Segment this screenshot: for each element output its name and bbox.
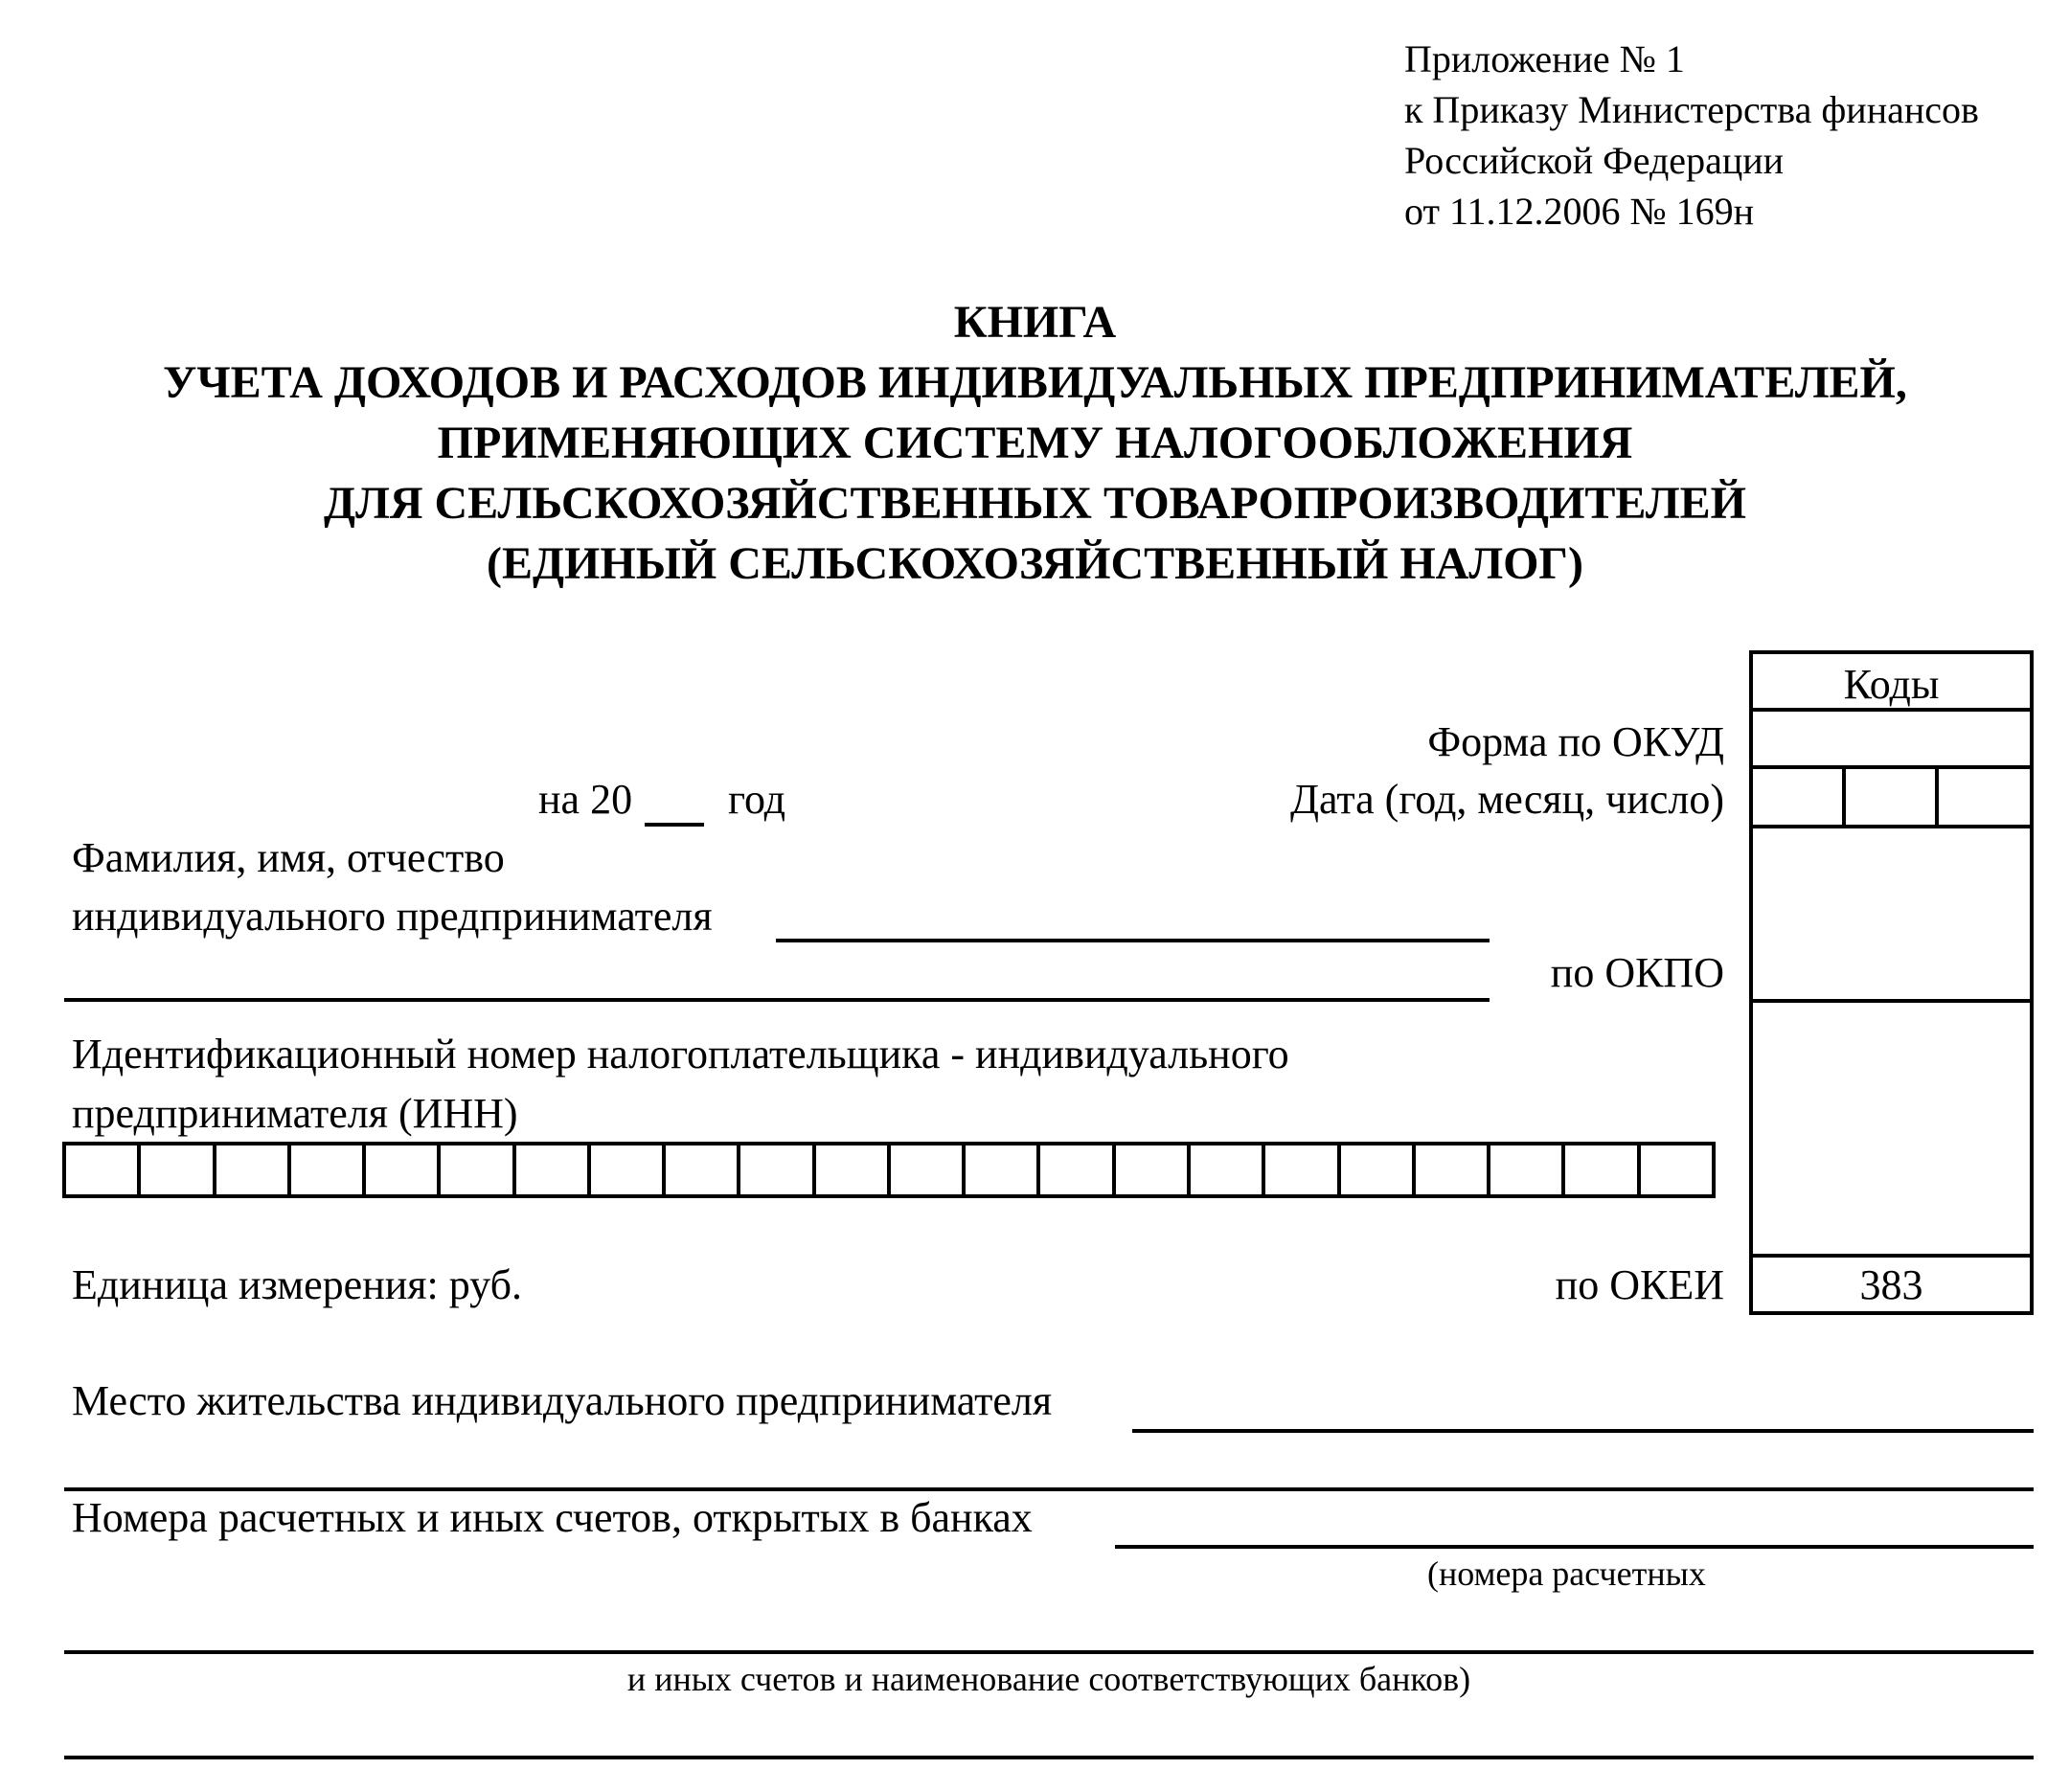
inn-cell[interactable] bbox=[1040, 1146, 1115, 1194]
appendix-line-2: к Приказу Министерства финансов bbox=[1404, 88, 1979, 131]
fio-input-line[interactable] bbox=[776, 939, 1490, 942]
inn-cell[interactable] bbox=[66, 1146, 141, 1194]
accounts-input-line[interactable] bbox=[1115, 1545, 2034, 1549]
title-line-5: (ЕДИНЫЙ СЕЛЬСКОХОЗЯЙСТВЕННЫЙ НАЛОГ) bbox=[487, 538, 1583, 589]
inn-cell[interactable] bbox=[1116, 1146, 1191, 1194]
date-cell-divider bbox=[1842, 765, 1846, 825]
inn-cell[interactable] bbox=[591, 1146, 666, 1194]
okpo-label: по ОКПО bbox=[1550, 949, 1724, 996]
okei-code-value: 383 bbox=[1859, 1261, 1923, 1308]
inn-cell[interactable] bbox=[740, 1146, 815, 1194]
inn-cell[interactable] bbox=[366, 1146, 441, 1194]
inn-label-line-2: предпринимателя (ИНН) bbox=[72, 1090, 518, 1137]
inn-cell[interactable] bbox=[966, 1146, 1040, 1194]
inn-cell[interactable] bbox=[1490, 1146, 1565, 1194]
residence-input-line[interactable] bbox=[1132, 1429, 2034, 1433]
inn-cell[interactable] bbox=[816, 1146, 891, 1194]
title-line-2: УЧЕТА ДОХОДОВ И РАСХОДОВ ИНДИВИДУАЛЬНЫХ ПРЕДПРИНИМАТЕЛЕЙ, bbox=[163, 357, 1907, 408]
inn-cell[interactable] bbox=[891, 1146, 966, 1194]
codes-row-divider bbox=[1749, 999, 2034, 1003]
inn-cell[interactable] bbox=[1416, 1146, 1490, 1194]
inn-cell[interactable] bbox=[1641, 1146, 1712, 1194]
appendix-line-4: от 11.12.2006 № 169н bbox=[1404, 190, 1755, 233]
year-suffix: год bbox=[728, 776, 786, 823]
inn-label-line-1: Идентификационный номер налогоплательщика - индивидуального bbox=[72, 1031, 1289, 1077]
accounts-hint-1: (номера расчетных bbox=[1427, 1554, 1706, 1593]
title-line-1: КНИГА bbox=[953, 297, 1117, 348]
okei-label: по ОКЕИ bbox=[1555, 1261, 1724, 1308]
date-cell-divider bbox=[1935, 765, 1939, 825]
codes-row-divider bbox=[1749, 825, 2034, 828]
inn-cell[interactable] bbox=[1565, 1146, 1640, 1194]
fio-input-line-2[interactable] bbox=[64, 998, 1490, 1002]
inn-cell[interactable] bbox=[141, 1146, 216, 1194]
accounts-input-line-2[interactable] bbox=[64, 1650, 2034, 1654]
inn-cell[interactable] bbox=[441, 1146, 515, 1194]
okud-label: Форма по ОКУД bbox=[1427, 718, 1724, 765]
year-input-line[interactable] bbox=[645, 823, 704, 827]
okud-cell[interactable] bbox=[1749, 708, 2034, 767]
codes-header: Коды bbox=[1843, 661, 1940, 708]
accounts-input-line-3[interactable] bbox=[64, 1756, 2034, 1759]
inn-cell[interactable] bbox=[516, 1146, 591, 1194]
inn-cell[interactable] bbox=[666, 1146, 740, 1194]
year-prefix: на 20 bbox=[538, 776, 633, 823]
title-line-3: ПРИМЕНЯЮЩИХ СИСТЕМУ НАЛОГООБЛОЖЕНИЯ bbox=[437, 418, 1633, 468]
inn-cell[interactable] bbox=[291, 1146, 366, 1194]
appendix-line-1: Приложение № 1 bbox=[1404, 37, 1685, 80]
appendix-line-3: Российской Федерации bbox=[1404, 139, 1785, 182]
residence-label: Место жительства индивидуального предпринимателя bbox=[72, 1377, 1053, 1424]
inn-cells[interactable] bbox=[62, 1142, 1716, 1198]
inn-cell[interactable] bbox=[1191, 1146, 1265, 1194]
unit-label: Единица измерения: руб. bbox=[72, 1261, 522, 1308]
residence-input-line-2[interactable] bbox=[64, 1487, 2034, 1491]
title-line-4: ДЛЯ СЕЛЬСКОХОЗЯЙСТВЕННЫХ ТОВАРОПРОИЗВОДИТЕЛЕЙ bbox=[324, 478, 1746, 529]
fio-label-line-1: Фамилия, имя, отчество bbox=[72, 834, 505, 881]
accounts-hint-2: и иных счетов и наименование соответствующих банков) bbox=[626, 1660, 1471, 1698]
inn-cell[interactable] bbox=[1341, 1146, 1416, 1194]
accounts-label: Номера расчетных и иных счетов, открытых в банках bbox=[72, 1494, 1033, 1541]
codes-row-divider bbox=[1749, 1254, 2034, 1258]
codes-row-divider bbox=[1749, 765, 2034, 769]
inn-cell[interactable] bbox=[216, 1146, 291, 1194]
date-label: Дата (год, месяц, число) bbox=[1289, 776, 1724, 823]
inn-cell[interactable] bbox=[1265, 1146, 1340, 1194]
fio-label-line-2: индивидуального предпринимателя bbox=[72, 893, 713, 940]
